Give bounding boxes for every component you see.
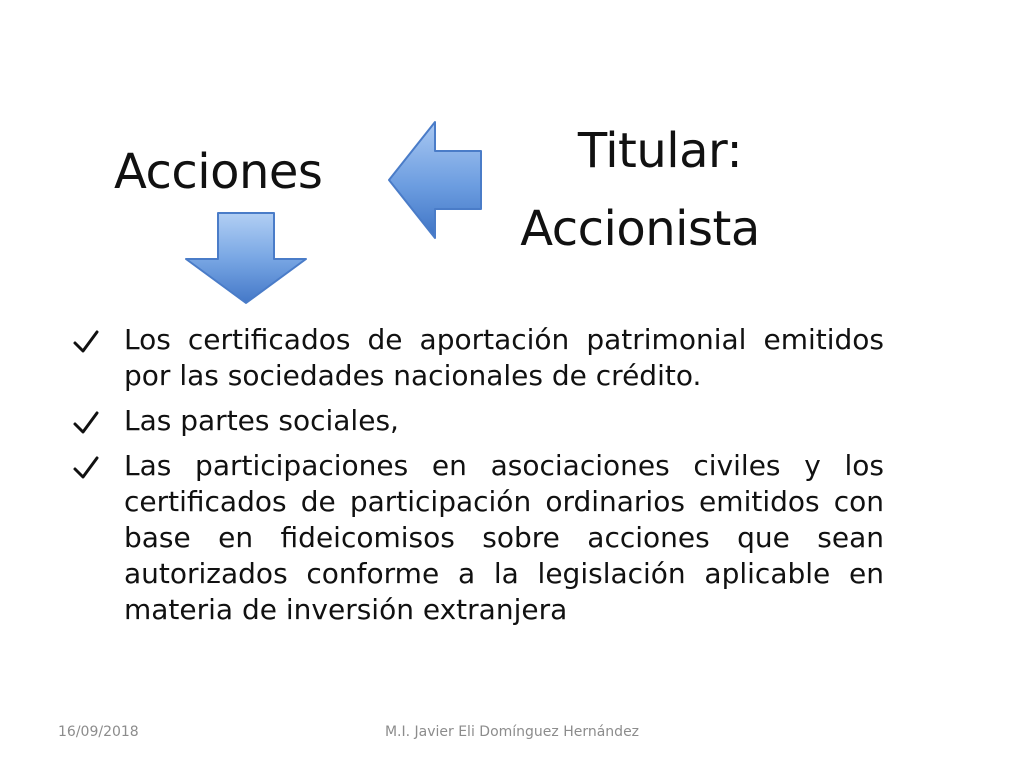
checkmark-icon: [72, 328, 100, 356]
bullet-text: Los certificados de aportación patrimonial emitidos por las sociedades nacionales de crédito.: [124, 323, 884, 392]
arrow-down-icon: [182, 211, 310, 307]
title-titular: Titular:: [577, 123, 743, 179]
bullet-item: [72, 322, 884, 394]
bullet-text: Las partes sociales,: [124, 404, 399, 437]
arrow-left-icon: [385, 117, 485, 243]
title-titular-accionista: [490, 112, 790, 268]
bullet-text: Las participaciones en asociaciones civiles y los certificados de participación ordinarios emitidos con base en fideicomisos sobre acciones que sean autorizados conforme a la legislación aplicable en materia de inversión extranjera: [124, 449, 884, 626]
footer-date: 16/09/2018: [58, 724, 139, 740]
checkmark-icon: [72, 409, 100, 437]
title-accionista: Accionista: [520, 201, 760, 257]
footer-author: M.I. Javier Eli Domínguez Hernández: [384, 724, 640, 740]
bullet-item: [72, 448, 884, 628]
checkmark-icon: [72, 454, 100, 482]
bullet-item: [72, 403, 884, 439]
bullet-list: [72, 322, 884, 637]
title-acciones: Acciones: [114, 144, 323, 200]
